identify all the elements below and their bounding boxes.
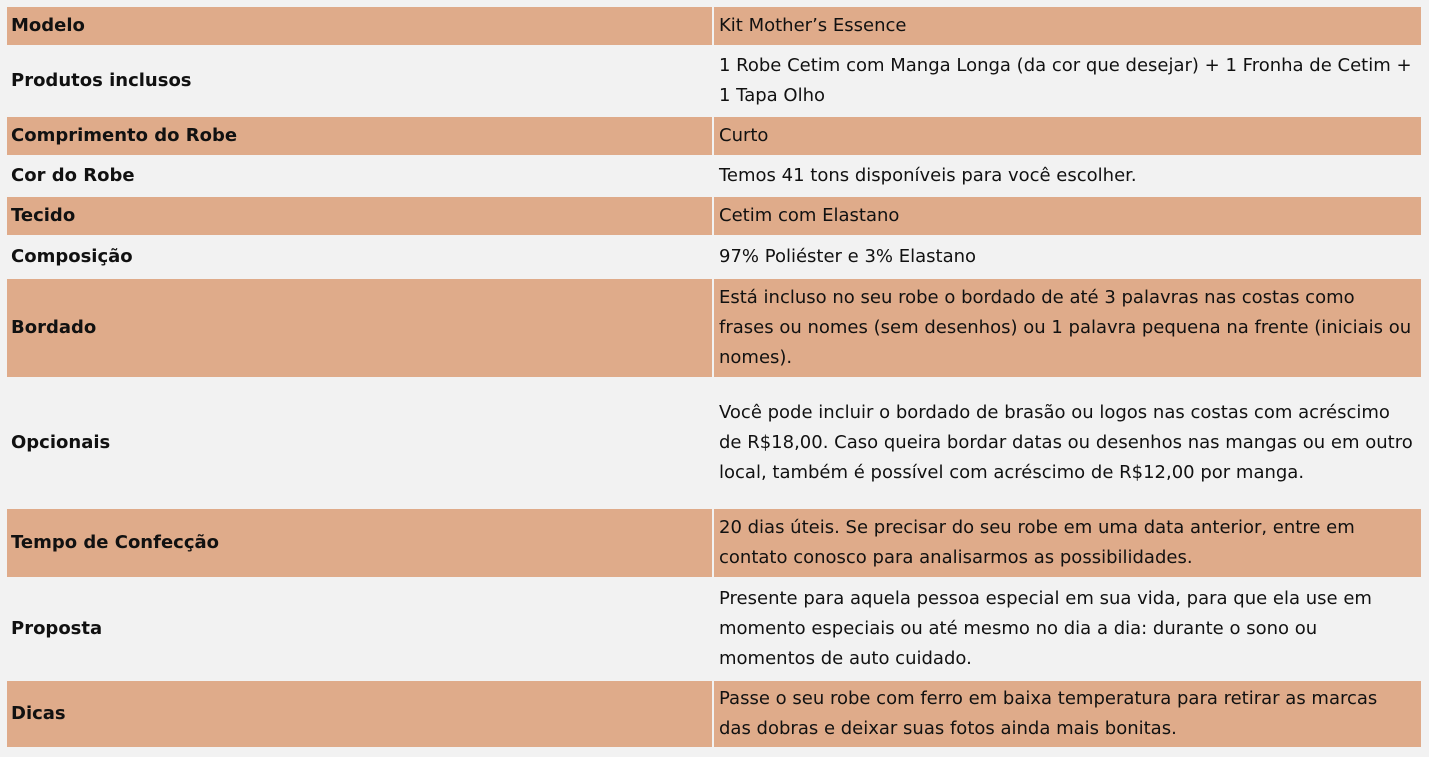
table-row [7,377,1421,509]
row-value: 97% Poliéster e 3% Elastano [714,235,1421,279]
row-label: Composição [7,235,714,279]
row-label: Proposta [7,577,714,681]
table-row [7,155,1421,197]
table-row [7,197,1421,235]
row-label: Tecido [7,197,714,235]
table-row [7,235,1421,279]
row-value: Cetim com Elastano [714,197,1421,235]
row-label: Modelo [7,7,714,45]
row-label: Bordado [7,279,714,377]
table-row [7,577,1421,681]
row-value: Curto [714,117,1421,155]
row-label: Opcionais [7,377,714,509]
row-label: Dicas [7,681,714,747]
row-value: 1 Robe Cetim com Manga Longa (da cor que desejar) + 1 Fronha de Cetim + 1 Tapa Olho [714,45,1421,117]
table-row [7,279,1421,377]
table-row [7,117,1421,155]
row-value: Kit Mother’s Essence [714,7,1421,45]
row-label: Tempo de Confecção [7,509,714,577]
row-label: Cor do Robe [7,155,714,197]
row-value: Você pode incluir o bordado de brasão ou logos nas costas com acréscimo de R$18,00. Caso queira bordar datas ou desenhos nas mangas ou em outro local, também é possível com acréscimo de R$12,00 por manga. [714,377,1421,509]
row-value: 20 dias úteis. Se precisar do seu robe em uma data anterior, entre em contato conosco para analisarmos as possibilidades. [714,509,1421,577]
row-value: Temos 41 tons disponíveis para você escolher. [714,155,1421,197]
table-row [7,45,1421,117]
row-label: Produtos inclusos [7,45,714,117]
row-value: Passe o seu robe com ferro em baixa temperatura para retirar as marcas das dobras e deixar suas fotos ainda mais bonitas. [714,681,1421,747]
table-row [7,681,1421,747]
row-value: Presente para aquela pessoa especial em sua vida, para que ela use em momento especiais ou até mesmo no dia a dia: durante o sono ou momentos de auto cuidado. [714,577,1421,681]
table-row [7,509,1421,577]
table-row [7,7,1421,45]
row-value: Está incluso no seu robe o bordado de até 3 palavras nas costas como frases ou nomes (sem desenhos) ou 1 palavra pequena na frente (iniciais ou nomes). [714,279,1421,377]
product-spec-table [7,7,1421,747]
row-label: Comprimento do Robe [7,117,714,155]
